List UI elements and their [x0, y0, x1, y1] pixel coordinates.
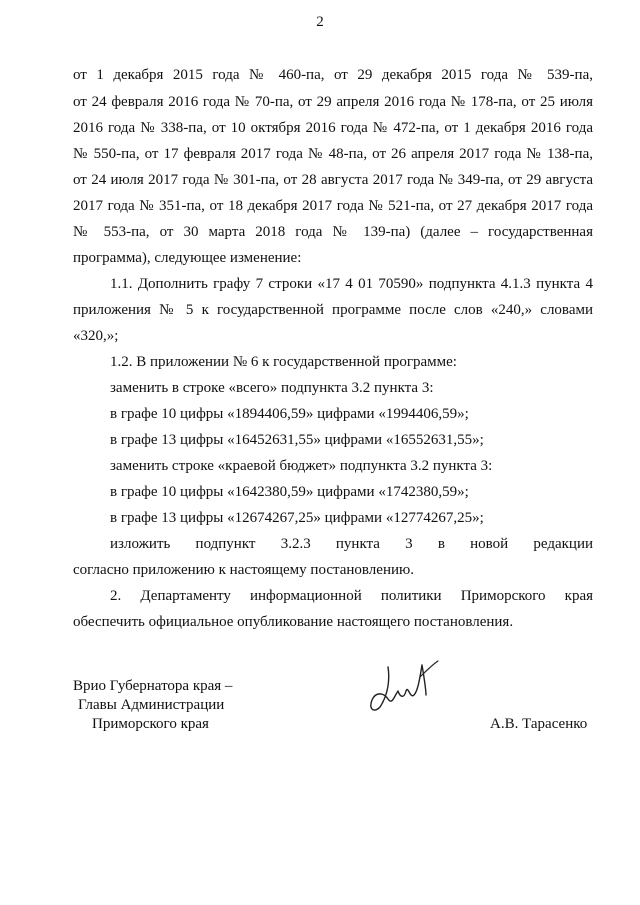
body-line: 2016 года № 338-па, от 10 октября 2016 года № 472-па, от 1 декабря 2016 года	[73, 120, 593, 136]
body-line: 1.2. В приложении № 6 к государственной программе:	[110, 354, 457, 370]
signatory-name: А.В. Тарасенко	[490, 716, 588, 732]
body-line: № 550-па, от 17 февраля 2017 года № 48-па, от 26 апреля 2017 года № 138-па,	[73, 146, 593, 162]
body-line: в графе 10 цифры «1642380,59» цифрами «1742380,59»;	[110, 484, 469, 500]
body-line: изложить подпункт 3.2.3 пункта 3 в новой редакции	[110, 536, 593, 552]
signatory-title-line2: Главы Администрации	[78, 697, 225, 713]
body-line: 2. Департаменту информационной политики Приморского края	[110, 588, 593, 604]
body-line: от 24 февраля 2016 года № 70-па, от 29 апреля 2016 года № 178-па, от 25 июля	[73, 94, 593, 110]
body-line: обеспечить официальное опубликование настоящего постановления.	[73, 614, 514, 630]
signatory-title-line1: Врио Губернатора края –	[73, 678, 233, 694]
body-line: «320,»;	[73, 328, 119, 344]
body-line: программа), следующее изменение:	[73, 250, 302, 266]
body-line: в графе 13 цифры «12674267,25» цифрами «12774267,25»;	[110, 510, 484, 526]
page-number: 2	[316, 14, 324, 30]
body-line: в графе 13 цифры «16452631,55» цифрами «16552631,55»;	[110, 432, 484, 448]
handwritten-signature	[360, 655, 450, 725]
body-line: приложения № 5 к государственной программе после слов «240,» словами	[73, 302, 593, 318]
body-line: в графе 10 цифры «1894406,59» цифрами «1994406,59»;	[110, 406, 469, 422]
signatory-title-line3: Приморского края	[92, 716, 209, 732]
body-line: от 24 июля 2017 года № 301-па, от 28 августа 2017 года № 349-па, от 29 августа	[73, 172, 593, 188]
body-line: 2017 года № 351-па, от 18 декабря 2017 года № 521-па, от 27 декабря 2017 года	[73, 198, 593, 214]
body-line: согласно приложению к настоящему постановлению.	[73, 562, 414, 578]
body-line: от 1 декабря 2015 года № 460-па, от 29 декабря 2015 года № 539-па,	[73, 67, 593, 83]
body-line: 1.1. Дополнить графу 7 строки «17 4 01 70590» подпункта 4.1.3 пункта 4	[110, 276, 593, 292]
body-line: заменить в строке «всего» подпункта 3.2 пункта 3:	[110, 380, 434, 396]
body-line: № 553-па, от 30 марта 2018 года № 139-па) (далее – государственная	[73, 224, 593, 240]
body-line: заменить строке «краевой бюджет» подпункта 3.2 пункта 3:	[110, 458, 493, 474]
